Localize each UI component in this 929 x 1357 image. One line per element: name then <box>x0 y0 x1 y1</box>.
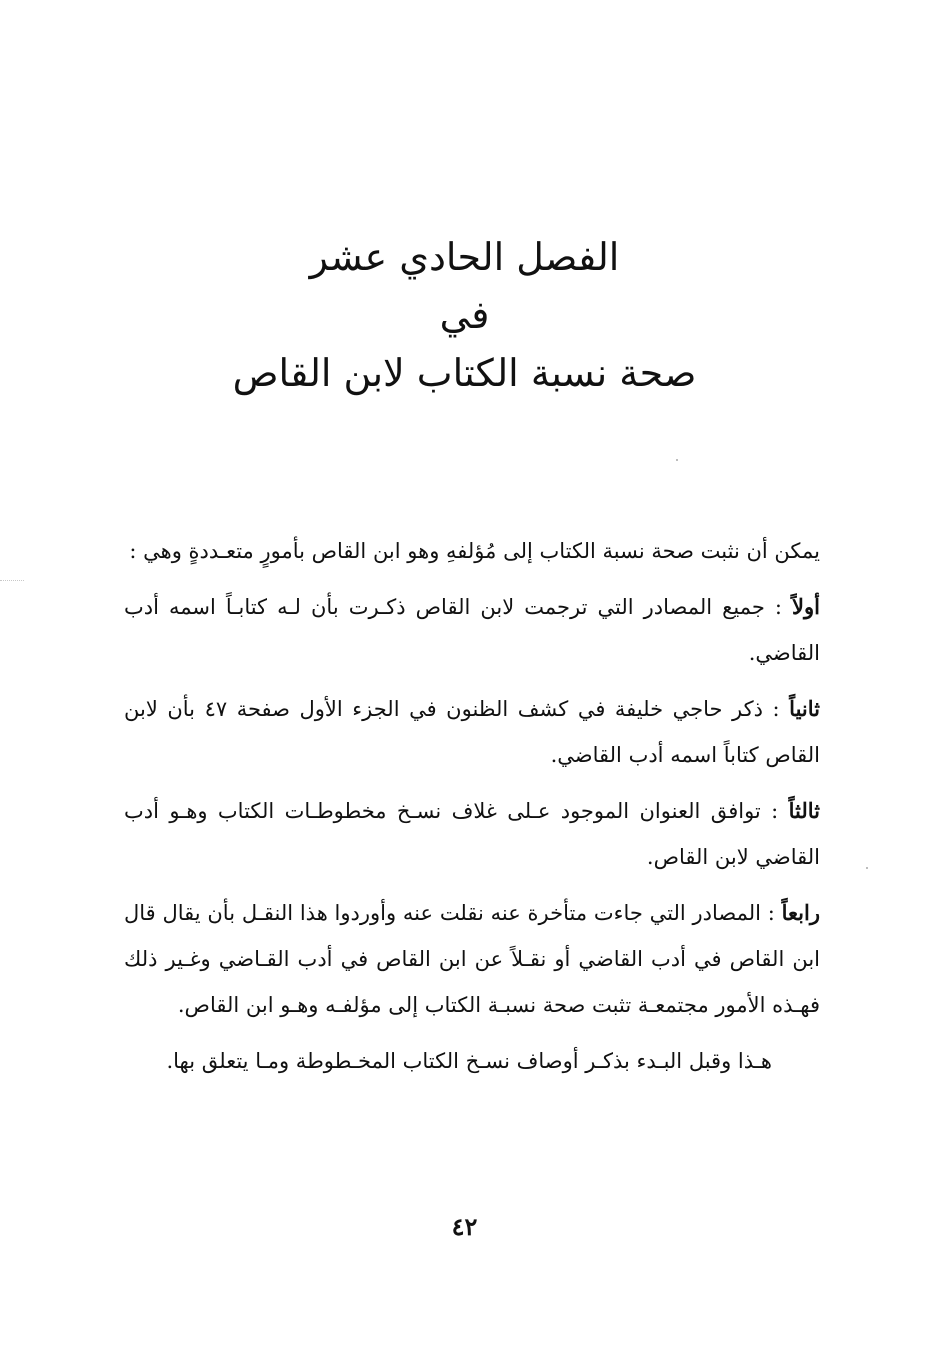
scan-margin-mark <box>0 580 24 581</box>
chapter-body <box>124 528 820 1094</box>
point-text-4: : المصادر التي جاءت متأخرة عنه نقلت عنه وأوردوا هذا النقـل بأن يقال قال ابن القاص في أدب القاضي أو نقـلاً عن ابن القاص في أدب القـاضي وغـير ذلك فهـذه الأمور مجتمعـة تثبت صحة نسبـة الكتاب إلى مؤلفـه وهـو ابن القاص. <box>124 901 820 1017</box>
point-text-3: : توافق العنوان الموجود عـلى غلاف نسـخ مخطوطـات الكتاب وهـو أدب القاضي لابن القاص. <box>124 799 820 869</box>
scan-speck <box>676 459 678 461</box>
point-paragraph-1 <box>124 584 820 676</box>
page-number: ٤٢ <box>451 1212 478 1241</box>
point-lead-4: رابعاً <box>781 900 820 925</box>
closing-paragraph: هـذا وقبل البـدء بذكـر أوصاف نسـخ الكتاب المخـطوطة ومـا يتعلق بها. <box>166 1049 772 1073</box>
intro-paragraph: يمكن أن نثبت صحة نسبة الكتاب إلى مُؤلفهِ وهو ابن القاص بأمورٍ متعـددةٍ وهي : <box>129 539 820 563</box>
point-text-2: : ذكر حاجي خليفة في كشف الظنون في الجزء الأول صفحة ٤٧ بأن لابن القاص كتاباً اسمه أدب القاضي. <box>124 697 820 767</box>
point-paragraph-4 <box>124 890 820 1028</box>
chapter-title-connector: في <box>439 293 490 337</box>
point-text-1: : جميع المصادر التي ترجمت لابن القاص ذكـرت بأن لـه كتابـاً اسمه أدب القاضي. <box>124 595 820 665</box>
chapter-title-block <box>0 228 929 402</box>
point-paragraph-3 <box>124 788 820 880</box>
point-lead-3: ثالثاً <box>788 798 820 823</box>
scan-speck <box>866 867 868 869</box>
point-lead-2: ثانياً <box>789 696 820 721</box>
chapter-title: الفصل الحادي عشر <box>309 235 620 279</box>
chapter-subtitle: صحة نسبة الكتاب لابن القاص <box>232 351 697 395</box>
point-paragraph-2 <box>124 686 820 778</box>
point-lead-1: أولاً <box>792 594 820 619</box>
